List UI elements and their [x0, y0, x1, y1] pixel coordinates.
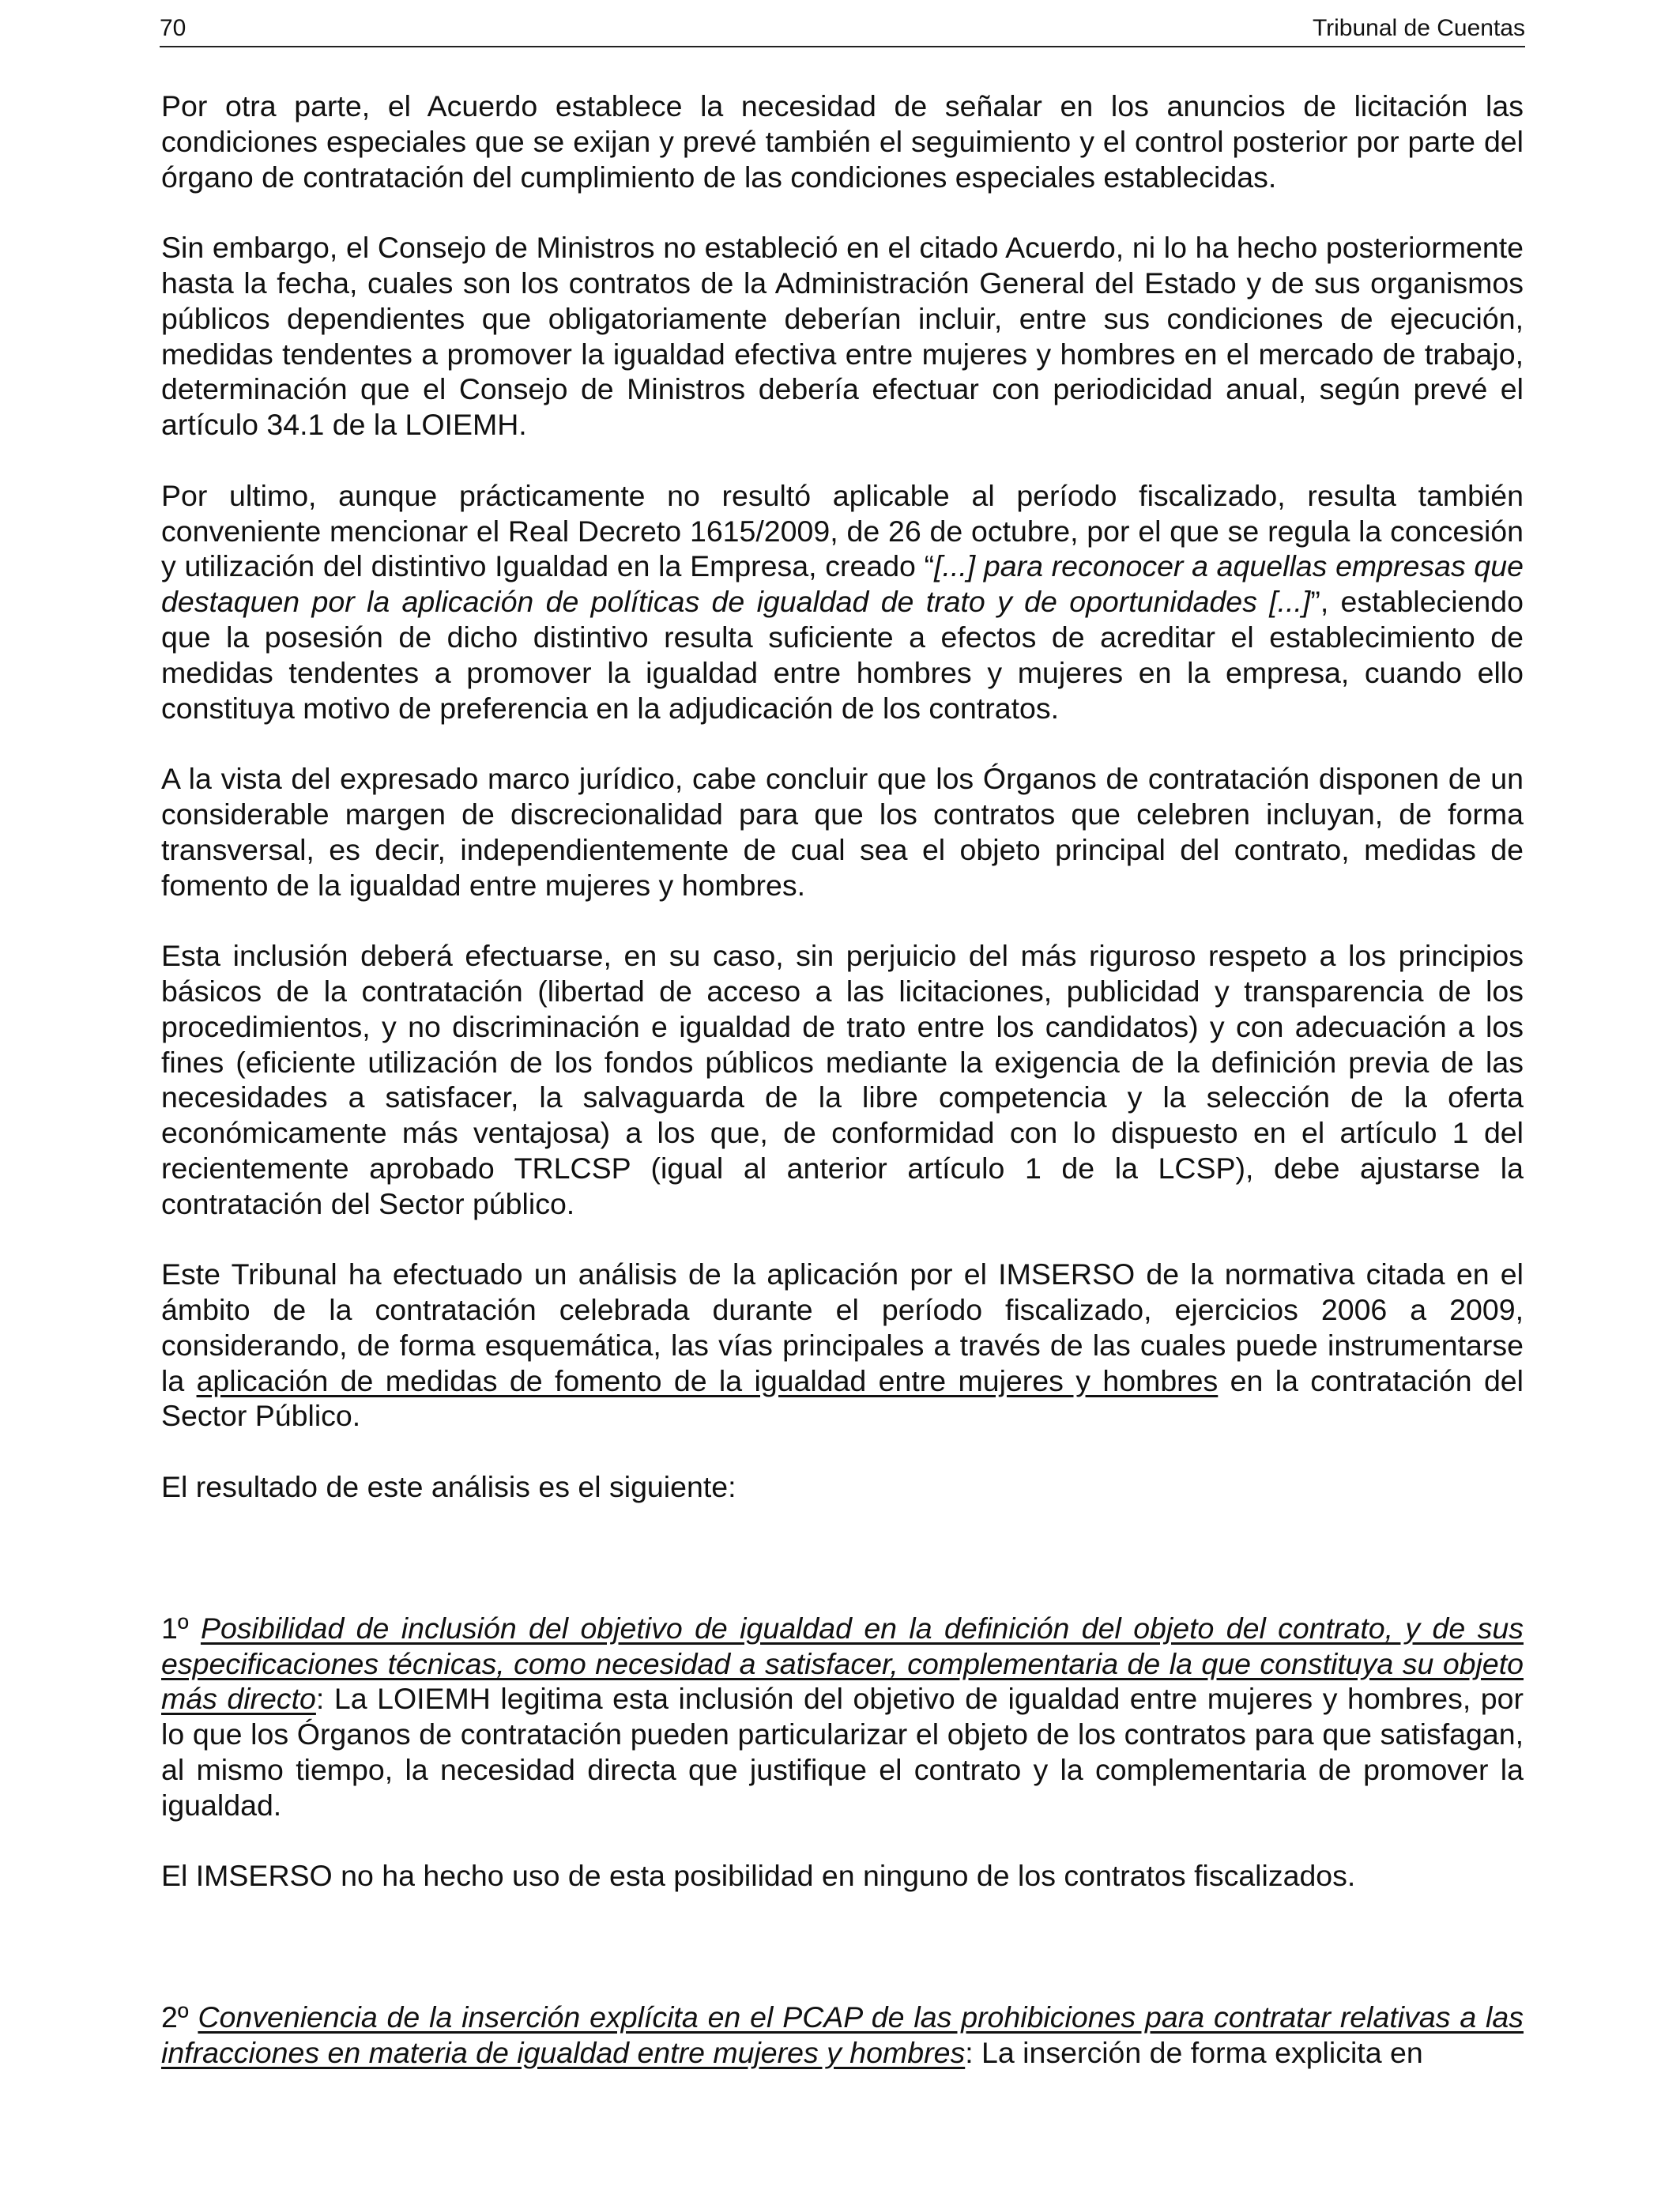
- point-heading: Conveniencia de la inserción explícita en el PCAP de las prohibiciones para contratar relativas a las infracciones en materia de igualdad entre mujeres y hombres: [161, 2000, 1524, 2070]
- page-header: [160, 11, 1525, 47]
- numbered-point-2: [161, 2000, 1524, 2071]
- paragraph-text: : La LOIEMH legitima esta inclusión del objetivo de igualdad entre mujeres y hombres, por lo que los Órganos de contratación pueden particularizar el objeto de los contratos para que satisfagan, al mismo tiempo, la necesidad directa que justifique el contrato y la complementaria de promover la igualdad.: [161, 1682, 1524, 1822]
- paragraph: [161, 1257, 1524, 1434]
- numbered-point-1: [161, 1611, 1524, 1823]
- italic-quotation: [...] para reconocer a aquellas empresas que destaquen por la aplicación de políticas de igualdad de trato y de oportunidades [...]: [161, 549, 1524, 619]
- paragraph: El IMSERSO no ha hecho uso de esta posibilidad en ninguno de los contratos fiscalizados.: [161, 1859, 1356, 1893]
- paragraph: Sin embargo, el Consejo de Ministros no estableció en el citado Acuerdo, ni lo ha hecho posteriormente hasta la fecha, cuales son los contratos de la Administración General del Estado y de sus organismos públicos dependientes que obligatoriamente deberían incluir, entre sus condiciones de ejecución, medidas tendentes a promover la igualdad efectiva entre mujeres y hombres en el mercado de trabajo, determinación que el Consejo de Ministros debería efectuar con periodicidad anual, según prevé el artículo 34.1 de la LOIEMH.: [161, 231, 1524, 442]
- underlined-phrase: aplicación de medidas de fomento de la igualdad entre mujeres y hombres: [196, 1363, 1219, 1397]
- paragraph: [161, 478, 1524, 726]
- running-header-title: Tribunal de Cuentas: [1312, 15, 1525, 41]
- paragraph: Por otra parte, el Acuerdo establece la necesidad de señalar en los anuncios de licitación las condiciones especiales que se exijan y prevé también el seguimiento y el control posterior por parte del órgano de contratación del cumplimiento de las condiciones especiales establecidas.: [161, 89, 1524, 194]
- page-number: 70: [160, 15, 186, 41]
- point-number: 2º: [161, 2000, 198, 2034]
- paragraph: A la vista del expresado marco jurídico, cabe concluir que los Órganos de contratación disponen de un considerable margen de discrecionalidad para que los contratos que celebren incluyan, de forma transversal, es decir, independientemente de cual sea el objeto principal del contrato, medidas de fomento de la igualdad entre mujeres y hombres.: [161, 762, 1524, 902]
- document-body: [161, 89, 1524, 2071]
- paragraph-text: ”, estableciendo que la posesión de dicho distintivo resulta suficiente a efectos de acreditar el establecimiento de medidas tendentes a promover la igualdad entre hombres y mujeres en la empresa, cuando ello constituya motivo de preferencia en la adjudicación de los contratos.: [161, 585, 1524, 725]
- paragraph: Esta inclusión deberá efectuarse, en su caso, sin perjuicio del más riguroso respeto a los principios básicos de la contratación (libertad de acceso a las licitaciones, publicidad y transparencia de los procedimientos, y no discriminación e igualdad de trato entre los candidatos) y con adecuación a los fines (eficiente utilización de los fondos públicos mediante la exigencia de la definición previa de las necesidades a satisfacer, la salvaguarda de la libre competencia y la selección de la oferta económicamente más ventajosa) a los que, de conformidad con lo dispuesto en el artículo 1 del recientemente aprobado TRLCSP (igual al anterior artículo 1 de la LCSP), debe ajustarse la contratación del Sector público.: [161, 939, 1524, 1220]
- point-number: 1º: [161, 1611, 201, 1645]
- point-heading: Posibilidad de inclusión del objetivo de igualdad en la definición del objeto del contrato, y de sus especificaciones técnicas, como necesidad a satisfacer, complementaria de la que constituya su objeto más directo: [161, 1611, 1524, 1716]
- paragraph-text: en la contratación del Sector Público.: [161, 1363, 1524, 1433]
- paragraph-text: Por ultimo, aunque prácticamente no resultó aplicable al período fiscalizado, resulta también conveniente mencionar el Real Decreto 1615/2009, de 26 de octubre, por el que se regula la concesión y utilización del distintivo Igualdad en la Empresa, creado “: [161, 478, 1524, 583]
- paragraph-text: Este Tribunal ha efectuado un análisis de la aplicación por el IMSERSO de la normativa citada en el ámbito de la contratación celebrada durante el período fiscalizado, ejercicios 2006 a 2009, considerando, de forma esquemática, las vías principales a través de las cuales puede instrumentarse la: [161, 1257, 1524, 1397]
- paragraph: El resultado de este análisis es el siguiente:: [161, 1470, 736, 1504]
- paragraph-text: : La inserción de forma explicita en: [965, 2036, 1423, 2070]
